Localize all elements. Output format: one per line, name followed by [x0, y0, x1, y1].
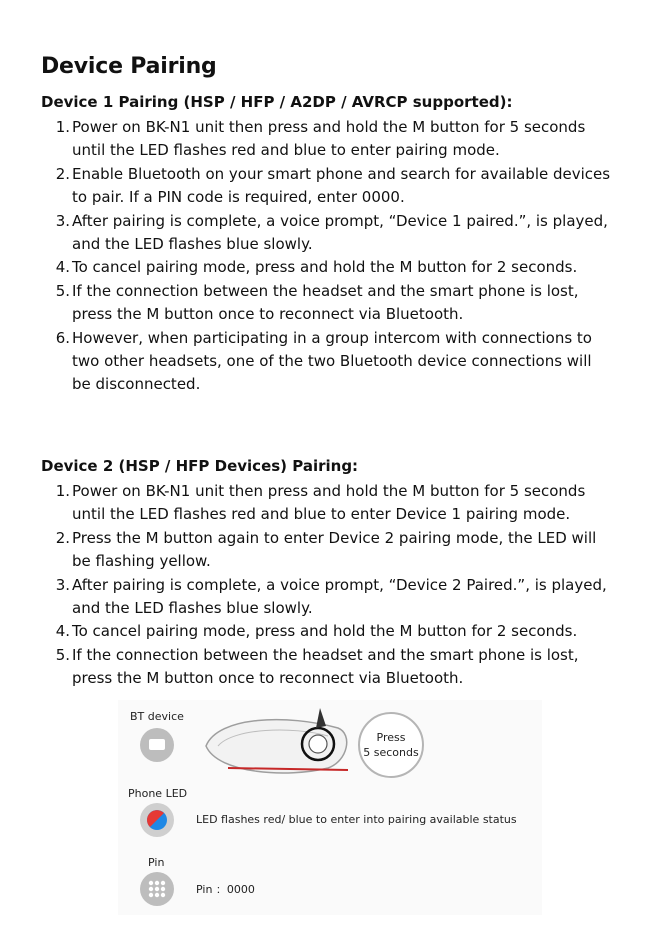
device1-steps-list	[0, 116, 663, 397]
step-text	[72, 527, 596, 574]
device1-step-6	[0, 327, 663, 397]
pairing-illustration	[118, 700, 542, 915]
step-text	[72, 163, 610, 210]
step-text-line: If the connection between the headset and the smart phone is lost,	[72, 645, 579, 664]
step-text-line: two other headsets, one of the two Bluetooth device connections will	[72, 351, 592, 370]
step-text	[72, 280, 579, 327]
pin-label: Pin	[148, 856, 165, 869]
step-text-line: and the LED flashes blue slowly.	[72, 599, 313, 617]
step-number: 3.	[55, 575, 70, 594]
section-heading-device1: Device 1 Pairing (HSP / HFP / A2DP / AVRCP supported):	[41, 93, 513, 111]
bt-device-label: BT device	[130, 710, 184, 723]
device2-step-2	[0, 527, 663, 574]
step-text-line: press the M button once to reconnect via Bluetooth.	[72, 669, 464, 688]
page-title: Device Pairing	[41, 54, 217, 79]
seconds-label: 5 seconds	[363, 746, 419, 759]
phone-led-icon	[140, 803, 174, 837]
step-text-line: to pair. If a PIN code is required, enter 0000.	[72, 188, 405, 207]
step-number: 4.	[55, 258, 70, 277]
step-text	[72, 256, 577, 279]
step-text-line: and the LED flashes blue slowly.	[72, 235, 313, 253]
step-number: 1.	[55, 482, 70, 500]
step-number: 1.	[55, 118, 70, 136]
keypad-dots-icon	[140, 872, 174, 906]
pin-keypad-icon	[140, 872, 174, 906]
step-text-line: However, when participating in a group intercom with connections to	[72, 328, 592, 347]
step-number: 5.	[55, 645, 70, 664]
step-text-line: To cancel pairing mode, press and hold the M button for 2 seconds.	[72, 622, 578, 641]
step-text-line: After pairing is complete, a voice prompt, “Device 1 paired.”, is played,	[72, 211, 608, 230]
step-number: 4.	[55, 622, 70, 641]
device2-step-1	[0, 480, 663, 527]
step-text	[72, 620, 577, 643]
step-text-line: Power on BK-N1 unit then press and hold the M button for 5 seconds	[72, 482, 586, 500]
press-5-seconds-badge	[358, 712, 424, 778]
device2-steps-list	[0, 480, 663, 691]
step-text	[72, 480, 585, 527]
step-text-line: until the LED flashes red and blue to enter Device 1 pairing mode.	[72, 505, 571, 524]
device2-step-5	[0, 644, 663, 691]
step-number: 2.	[55, 164, 70, 183]
led-red-blue-icon	[140, 803, 174, 837]
device1-step-1	[0, 116, 663, 163]
pin-code-text: Pin ：0000	[196, 883, 255, 896]
step-text	[72, 116, 585, 163]
step-text	[72, 574, 607, 621]
section-heading-device2: Device 2 (HSP / HFP Devices) Pairing:	[41, 457, 359, 475]
led-description: LED flashes red/ blue to enter into pairing available status	[196, 813, 517, 826]
step-text-line: To cancel pairing mode, press and hold the M button for 2 seconds.	[72, 258, 578, 277]
step-text-line: If the connection between the headset and the smart phone is lost,	[72, 281, 579, 300]
device2-step-4	[0, 620, 663, 643]
step-text-line: press the M button once to reconnect via Bluetooth.	[72, 305, 464, 324]
press-label: Press	[376, 731, 406, 744]
step-number: 5.	[55, 281, 70, 300]
device2-step-3	[0, 574, 663, 621]
step-text-line: be flashing yellow.	[72, 552, 211, 571]
step-number: 2.	[55, 528, 70, 547]
step-number: 6.	[55, 328, 70, 347]
device1-step-4	[0, 256, 663, 279]
device1-step-3	[0, 210, 663, 257]
step-text-line: until the LED flashes red and blue to enter pairing mode.	[72, 141, 500, 160]
step-text	[72, 210, 608, 257]
step-text-line: Power on BK-N1 unit then press and hold the M button for 5 seconds	[72, 118, 586, 136]
step-text-line: be disconnected.	[72, 375, 201, 394]
step-text	[72, 644, 579, 691]
device1-step-5	[0, 280, 663, 327]
step-text-line: Press the M button again to enter Device 2 pairing mode, the LED will	[72, 528, 597, 547]
step-number: 3.	[55, 211, 70, 230]
device1-step-2	[0, 163, 663, 210]
headset-unit-icon	[198, 706, 358, 776]
phone-led-label: Phone LED	[128, 787, 188, 800]
step-text-line: Enable Bluetooth on your smart phone and search for available devices	[72, 164, 611, 183]
step-text	[72, 327, 592, 397]
step-text-line: After pairing is complete, a voice prompt, “Device 2 Paired.”, is played,	[72, 575, 607, 594]
bt-device-icon	[140, 728, 174, 762]
